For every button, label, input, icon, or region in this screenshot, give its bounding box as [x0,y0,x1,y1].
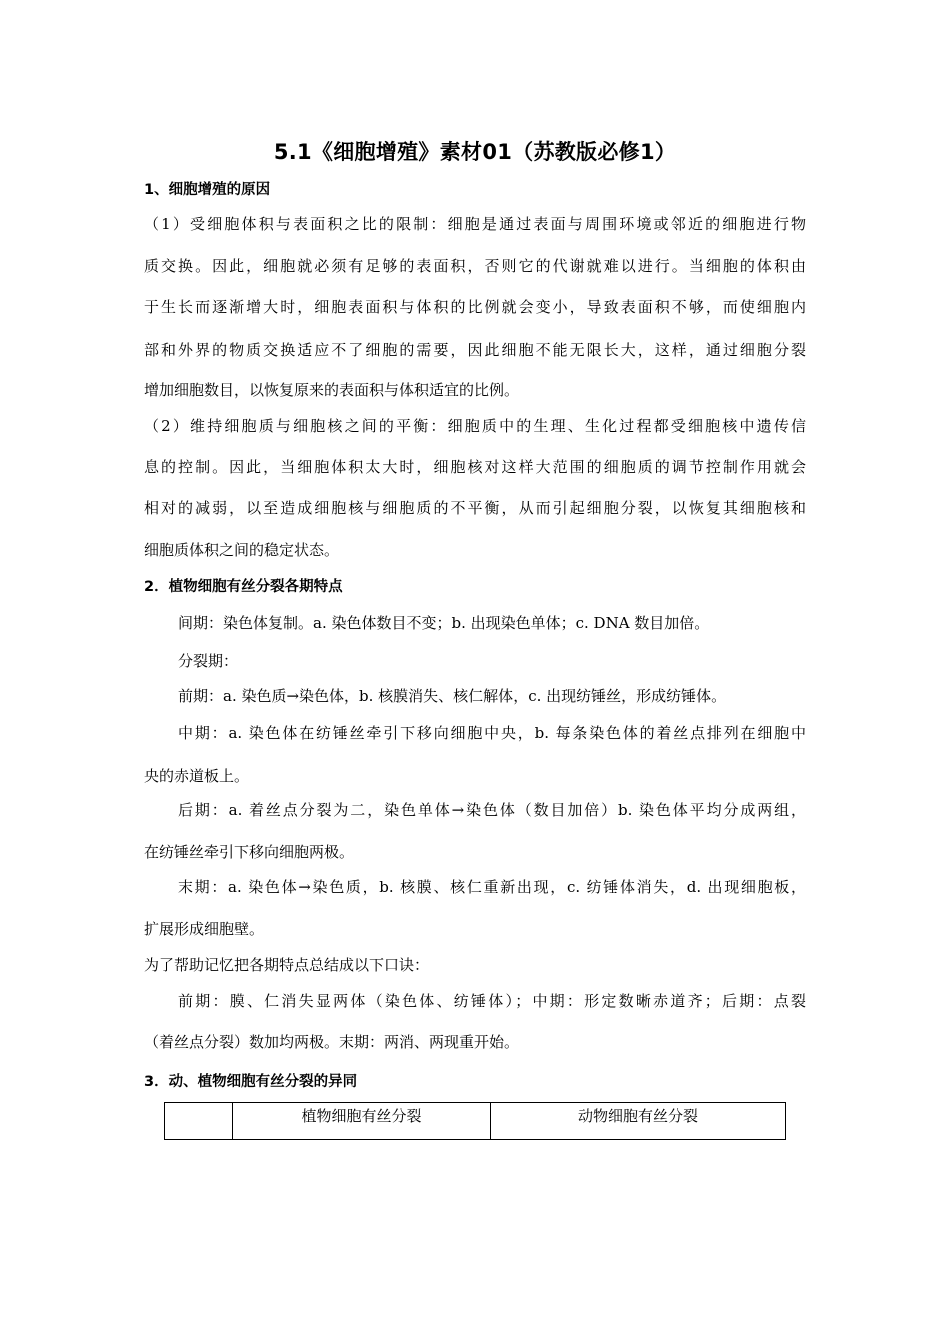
mnemonic-line-2: （着丝点分裂）数加均两极。末期：两消、两现重开始。 [144,1033,520,1051]
section-2-heading: 2．植物细胞有丝分裂各期特点 [144,579,343,595]
interphase-text: 间期：染色体复制。a. 染色体数目不变；b. 出现染色单体；c. DNA 数目加倍。 [178,614,710,632]
metaphase-line-1: 中期：a. 染色体在纺锤丝牵引下移向细胞中央，b. 每条染色体的着丝点排列在细胞中 [178,724,806,742]
paragraph-2-line-1: （2）维持细胞质与细胞核之间的平衡：细胞质中的生理、生化过程都受细胞核中遗传信 [144,417,806,435]
paragraph-1-line-4: 部和外界的物质交换适应不了细胞的需要，因此细胞不能无限长大，这样，通过细胞分裂 [144,341,806,359]
paragraph-2-line-4: 细胞质体积之间的稳定状态。 [144,541,340,559]
mnemonic-intro: 为了帮助记忆把各期特点总结成以下口诀： [144,956,430,974]
paragraph-1-line-3: 于生长而逐渐增大时，细胞表面积与体积的比例就会变小，导致表面积不够，而使细胞内 [144,298,806,316]
paragraph-1-line-2: 质交换。因此，细胞就必须有足够的表面积，否则它的代谢就难以进行。当细胞的体积由 [144,257,806,275]
mnemonic-line-1: 前期：膜、仁消失显两体（染色体、纺锤体）；中期：形定数晰赤道齐；后期：点裂 [178,992,806,1010]
section-3-heading: 3．动、植物细胞有丝分裂的异同 [144,1074,358,1090]
division-phase-label: 分裂期： [178,652,239,670]
table-header-animal: 动物细胞有丝分裂 [577,1107,698,1125]
paragraph-1-line-5: 增加细胞数目，以恢复原来的表面积与体积适宜的比例。 [144,381,520,399]
anaphase-line-1: 后期：a. 着丝点分裂为二，染色单体→染色体（数目加倍）b. 染色体平均分成两组， [178,801,806,819]
document-title: 5.1《细胞增殖》素材01（苏教版必修1） [273,140,677,164]
telophase-line-2: 扩展形成细胞壁。 [144,920,265,938]
paragraph-2-line-2: 息的控制。因此，当细胞体积太大时，细胞核对这样大范围的细胞质的调节控制作用就会 [144,458,806,476]
metaphase-line-2: 央的赤道板上。 [144,767,250,785]
telophase-line-1: 末期：a. 染色体→染色质，b. 核膜、核仁重新出现，c. 纺锤体消失，d. 出现细胞板， [178,878,806,896]
prophase-text: 前期：a. 染色质→染色体，b. 核膜消失、核仁解体，c. 出现纺锤丝，形成纺锤体。 [178,687,727,705]
table-header-plant: 植物细胞有丝分裂 [301,1107,422,1125]
section-1-heading: 1、细胞增殖的原因 [144,182,271,198]
paragraph-2-line-3: 相对的减弱，以至造成细胞核与细胞质的不平衡，从而引起细胞分裂，以恢复其细胞核和 [144,499,806,517]
anaphase-line-2: 在纺锤丝牵引下移向细胞两极。 [144,843,355,861]
paragraph-1-line-1: （1）受细胞体积与表面积之比的限制：细胞是通过表面与周围环境或邻近的细胞进行物 [144,215,806,233]
comparison-table [164,1102,786,1140]
